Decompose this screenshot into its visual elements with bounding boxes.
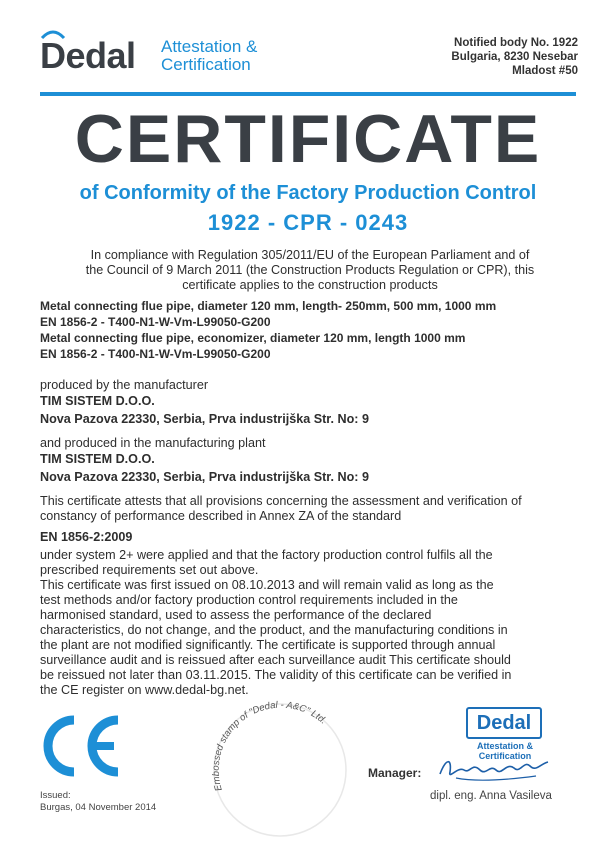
system-line: under system 2+ were applied and that the factory production control fulfils all the [40, 548, 493, 562]
product-line: Metal connecting flue pipe, economizer, diameter 120 mm, length 1000 mm [40, 331, 466, 345]
validity-line: the CE register on www.dedal-bg.net. [40, 683, 249, 697]
signer-name: dipl. eng. Anna Vasileva [430, 790, 552, 802]
validity-line: surveillance audit and is reissued after each surveillance audit This certificate should [40, 653, 511, 667]
page-title: CERTIFICATE [74, 101, 542, 177]
logo-subtitle-line2: Certification [161, 55, 251, 74]
page-subtitle: of Conformity of the Factory Production Control [79, 182, 537, 204]
logo-wordmark: Dedal [40, 35, 136, 76]
attest-line: constancy of performance described in Annex ZA of the standard [40, 509, 402, 523]
manufacturer-address: Nova Pazova 22330, Serbia, Prva industrijška Str. No: 9 [40, 412, 369, 426]
validity-paragraph [40, 578, 580, 698]
validity-line: characteristics, do not change, and the product, and the manufacturing conditions in [40, 623, 508, 637]
issued-value: Burgas, 04 November 2014 [40, 802, 157, 813]
intro-line: In compliance with Regulation 305/2011/EU of the European Parliament and of [90, 248, 530, 262]
validity-line: the plant are not modified significantly. The certificate is supported through annual [40, 638, 496, 652]
dedal-stamp-line: Attestation & [477, 741, 533, 751]
system-line: prescribed requirements set out above. [40, 563, 259, 577]
issued-label: Issued: [40, 790, 71, 801]
product-line: EN 1856-2 - T400-N1-W-Vm-L99050-G200 [40, 347, 271, 361]
attest-line: This certificate attests that all provisions concerning the assessment and verification of [40, 494, 522, 508]
validity-line: be reissued not later than 03.11.2015. The validity of this certificate can be verified in [40, 668, 512, 682]
signature-icon [436, 748, 556, 788]
standard-reference: EN 1856-2:2009 [40, 530, 133, 544]
certificate-number: 1922 - CPR - 0243 [207, 210, 409, 235]
embossed-stamp [200, 690, 360, 850]
notified-body-line: Bulgaria, 8230 Nesebar [451, 51, 578, 63]
dedal-stamp: Dedal [466, 707, 542, 739]
plant-address: Nova Pazova 22330, Serbia, Prva industrijška Str. No: 9 [40, 470, 369, 484]
notified-body [451, 36, 578, 78]
intro-paragraph [40, 248, 580, 293]
product-line: Metal connecting flue pipe, diameter 120 mm, length- 250mm, 500 mm, 1000 mm [40, 299, 497, 313]
system-paragraph [40, 548, 580, 578]
header-divider [40, 92, 576, 96]
ce-mark-icon [40, 712, 122, 780]
dedal-stamp-line: Certification [478, 751, 532, 761]
logo-subtitle-line1: Attestation & [161, 37, 258, 56]
product-list [40, 298, 580, 362]
notified-body-line: Notified body No. 1922 [454, 37, 578, 49]
manufacturer-block [40, 378, 580, 427]
intro-line: certificate applies to the construction products [182, 278, 438, 292]
validity-line: This certificate was first issued on 08.10.2013 and will remain valid as long as the [40, 578, 494, 592]
plant-label: and produced in the manufacturing plant [40, 436, 266, 450]
issued-block [40, 790, 156, 814]
notified-body-line: Mladost #50 [512, 65, 578, 77]
validity-line: harmonised standard, used to assess the performance of the declared [40, 608, 432, 622]
product-line: EN 1856-2 - T400-N1-W-Vm-L99050-G200 [40, 315, 271, 329]
plant-name: TIM SISTEM D.O.O. [40, 452, 155, 466]
manager-label: Manager: [368, 766, 422, 780]
stamp-text: Embossed stamp of "Dedal - A&C" Ltd. [210, 699, 329, 793]
intro-line: the Council of 9 March 2011 (the Construction Products Regulation or CPR), this [85, 263, 535, 277]
svg-text:Embossed stamp of "Dedal - A&C [211, 700, 329, 793]
validity-line: test methods and/or factory production control requirements included in the [40, 593, 458, 607]
logo-subtitle [161, 38, 257, 74]
manufacturer-name: TIM SISTEM D.O.O. [40, 394, 155, 408]
attest-paragraph [40, 494, 580, 524]
manufacturer-label: produced by the manufacturer [40, 378, 209, 392]
plant-block [40, 436, 580, 485]
